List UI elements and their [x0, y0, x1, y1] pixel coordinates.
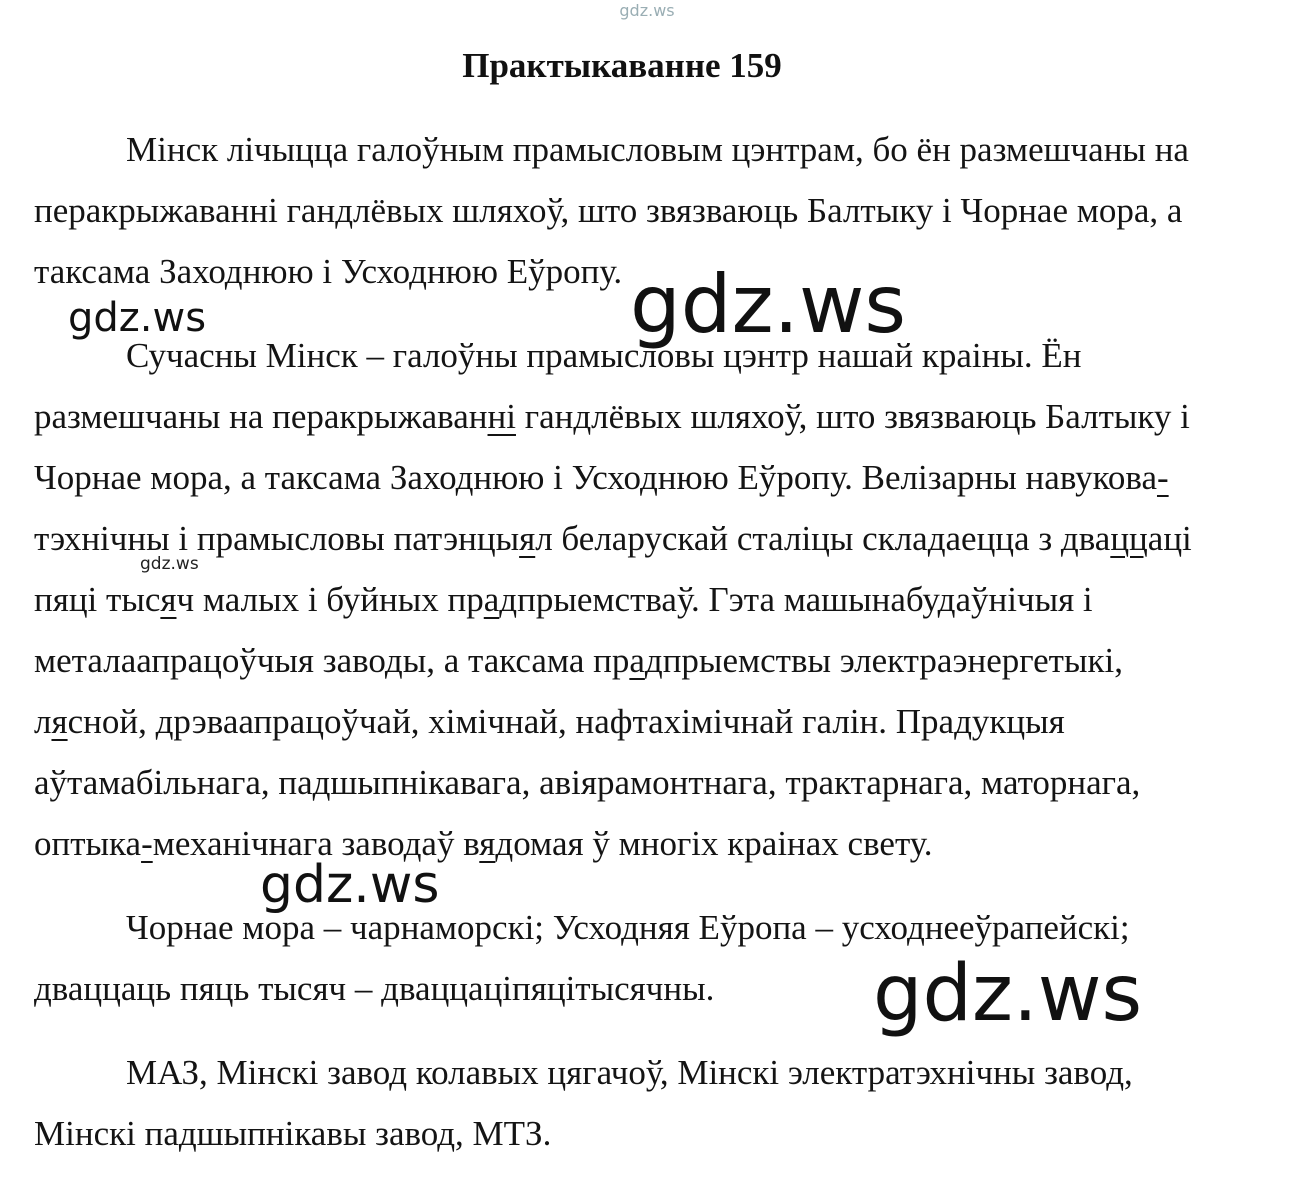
- text-segment: оптыка: [34, 824, 142, 863]
- text-line: [34, 569, 1260, 630]
- text-segment: домая ў многіх краінах свету.: [495, 824, 933, 863]
- text-segment: дпрыемстваў. Гэта машынабудаўнічыя і: [499, 580, 1093, 619]
- text-segment: размешчаны на перакрыжаван: [34, 397, 488, 436]
- text-line: [34, 447, 1260, 508]
- watermark-large: gdz.ws: [873, 949, 1143, 1039]
- watermark-top: gdz.ws: [619, 1, 675, 20]
- page-title: Практыкаванне 159: [462, 46, 782, 85]
- text-line: [34, 630, 1260, 691]
- text-segment: перакрыжаванні гандлёвых шляхоў, што звязваюць Балтыку і Чорнае мора, а: [34, 191, 1183, 230]
- underlined-letter: я: [479, 824, 496, 863]
- text-segment: сной, дрэваапрацоўчай, хімічнай, нафтахімічнай галін. Прадукцыя: [67, 702, 1065, 741]
- text-line: [34, 119, 1260, 180]
- watermark-medium: gdz.ws: [260, 855, 440, 915]
- underlined-letter: а: [483, 580, 500, 619]
- text-segment: ч малых і буйных пр: [176, 580, 484, 619]
- underlined-letter: -: [141, 824, 153, 863]
- text-line: [34, 691, 1260, 752]
- text-segment: металаапрацоўчыя заводы, а таксама пр: [34, 641, 630, 680]
- paragraph: [34, 325, 1260, 874]
- text-segment: л беларускай сталіцы складаецца з два: [535, 519, 1111, 558]
- underlined-letter: я: [160, 580, 177, 619]
- text-segment: аўтамабільнага, падшыпнікавага, авіярамонтнага, трактарнага, маторнага,: [34, 763, 1141, 802]
- paragraph: [34, 1042, 1260, 1164]
- text-segment: л: [34, 702, 52, 741]
- text-segment: тэхнічны і прамысловы патэнцы: [34, 519, 520, 558]
- text-line: [34, 1042, 1260, 1103]
- underlined-letter: -: [1156, 458, 1169, 497]
- text-segment: гандлёвых шляхоў, што звязваюць Балтыку і: [515, 397, 1190, 436]
- text-line: [34, 180, 1260, 241]
- underlined-letter: я: [519, 519, 536, 558]
- watermark-large: gdz.ws: [630, 258, 907, 351]
- watermark-medium: gdz.ws: [68, 295, 207, 341]
- text-line: [34, 813, 1260, 874]
- text-segment: дваццаць пяць тысяч – дваццаціпяцітысячны.: [34, 969, 715, 1008]
- text-line: [34, 508, 1260, 569]
- text-segment: Чорнае мора, а таксама Заходнюю і Усходнюю Еўропу. Велізарны навукова: [34, 458, 1157, 497]
- text-segment: Мінскі падшыпнікавы завод, МТЗ.: [34, 1114, 552, 1153]
- text-segment: МАЗ, Мінскі завод колавых цягачоў, Мінскі электратэхнічны завод,: [126, 1053, 1133, 1092]
- underlined-letter: ні: [487, 397, 516, 436]
- underlined-letter: а: [629, 641, 645, 680]
- text-line: [34, 752, 1260, 813]
- watermark-small: gdz.ws: [140, 554, 199, 574]
- text-segment: аці: [1147, 519, 1192, 558]
- text-segment: таксама Заходнюю і Усходнюю Еўропу.: [34, 252, 623, 291]
- text-line: [34, 386, 1260, 447]
- underlined-letter: цц: [1110, 519, 1148, 558]
- text-line: [34, 1103, 1260, 1164]
- text-segment: механічнага заводаў в: [152, 824, 480, 863]
- text-segment: дпрыемствы электраэнергетыкі,: [644, 641, 1123, 680]
- text-segment: Мінск лічыцца галоўным прамысловым цэнтрам, бо ён размешчаны на: [126, 130, 1189, 169]
- text-segment: Чорнае мора – чарнаморскі; Усходняя Еўропа – усходнееўрапейскі;: [126, 908, 1130, 947]
- text-segment: Сучасны Мінск – галоўны прамысловы цэнтр нашай краіны. Ён: [126, 336, 1082, 375]
- underlined-letter: я: [51, 702, 68, 741]
- text-segment: пяці тыс: [34, 580, 161, 619]
